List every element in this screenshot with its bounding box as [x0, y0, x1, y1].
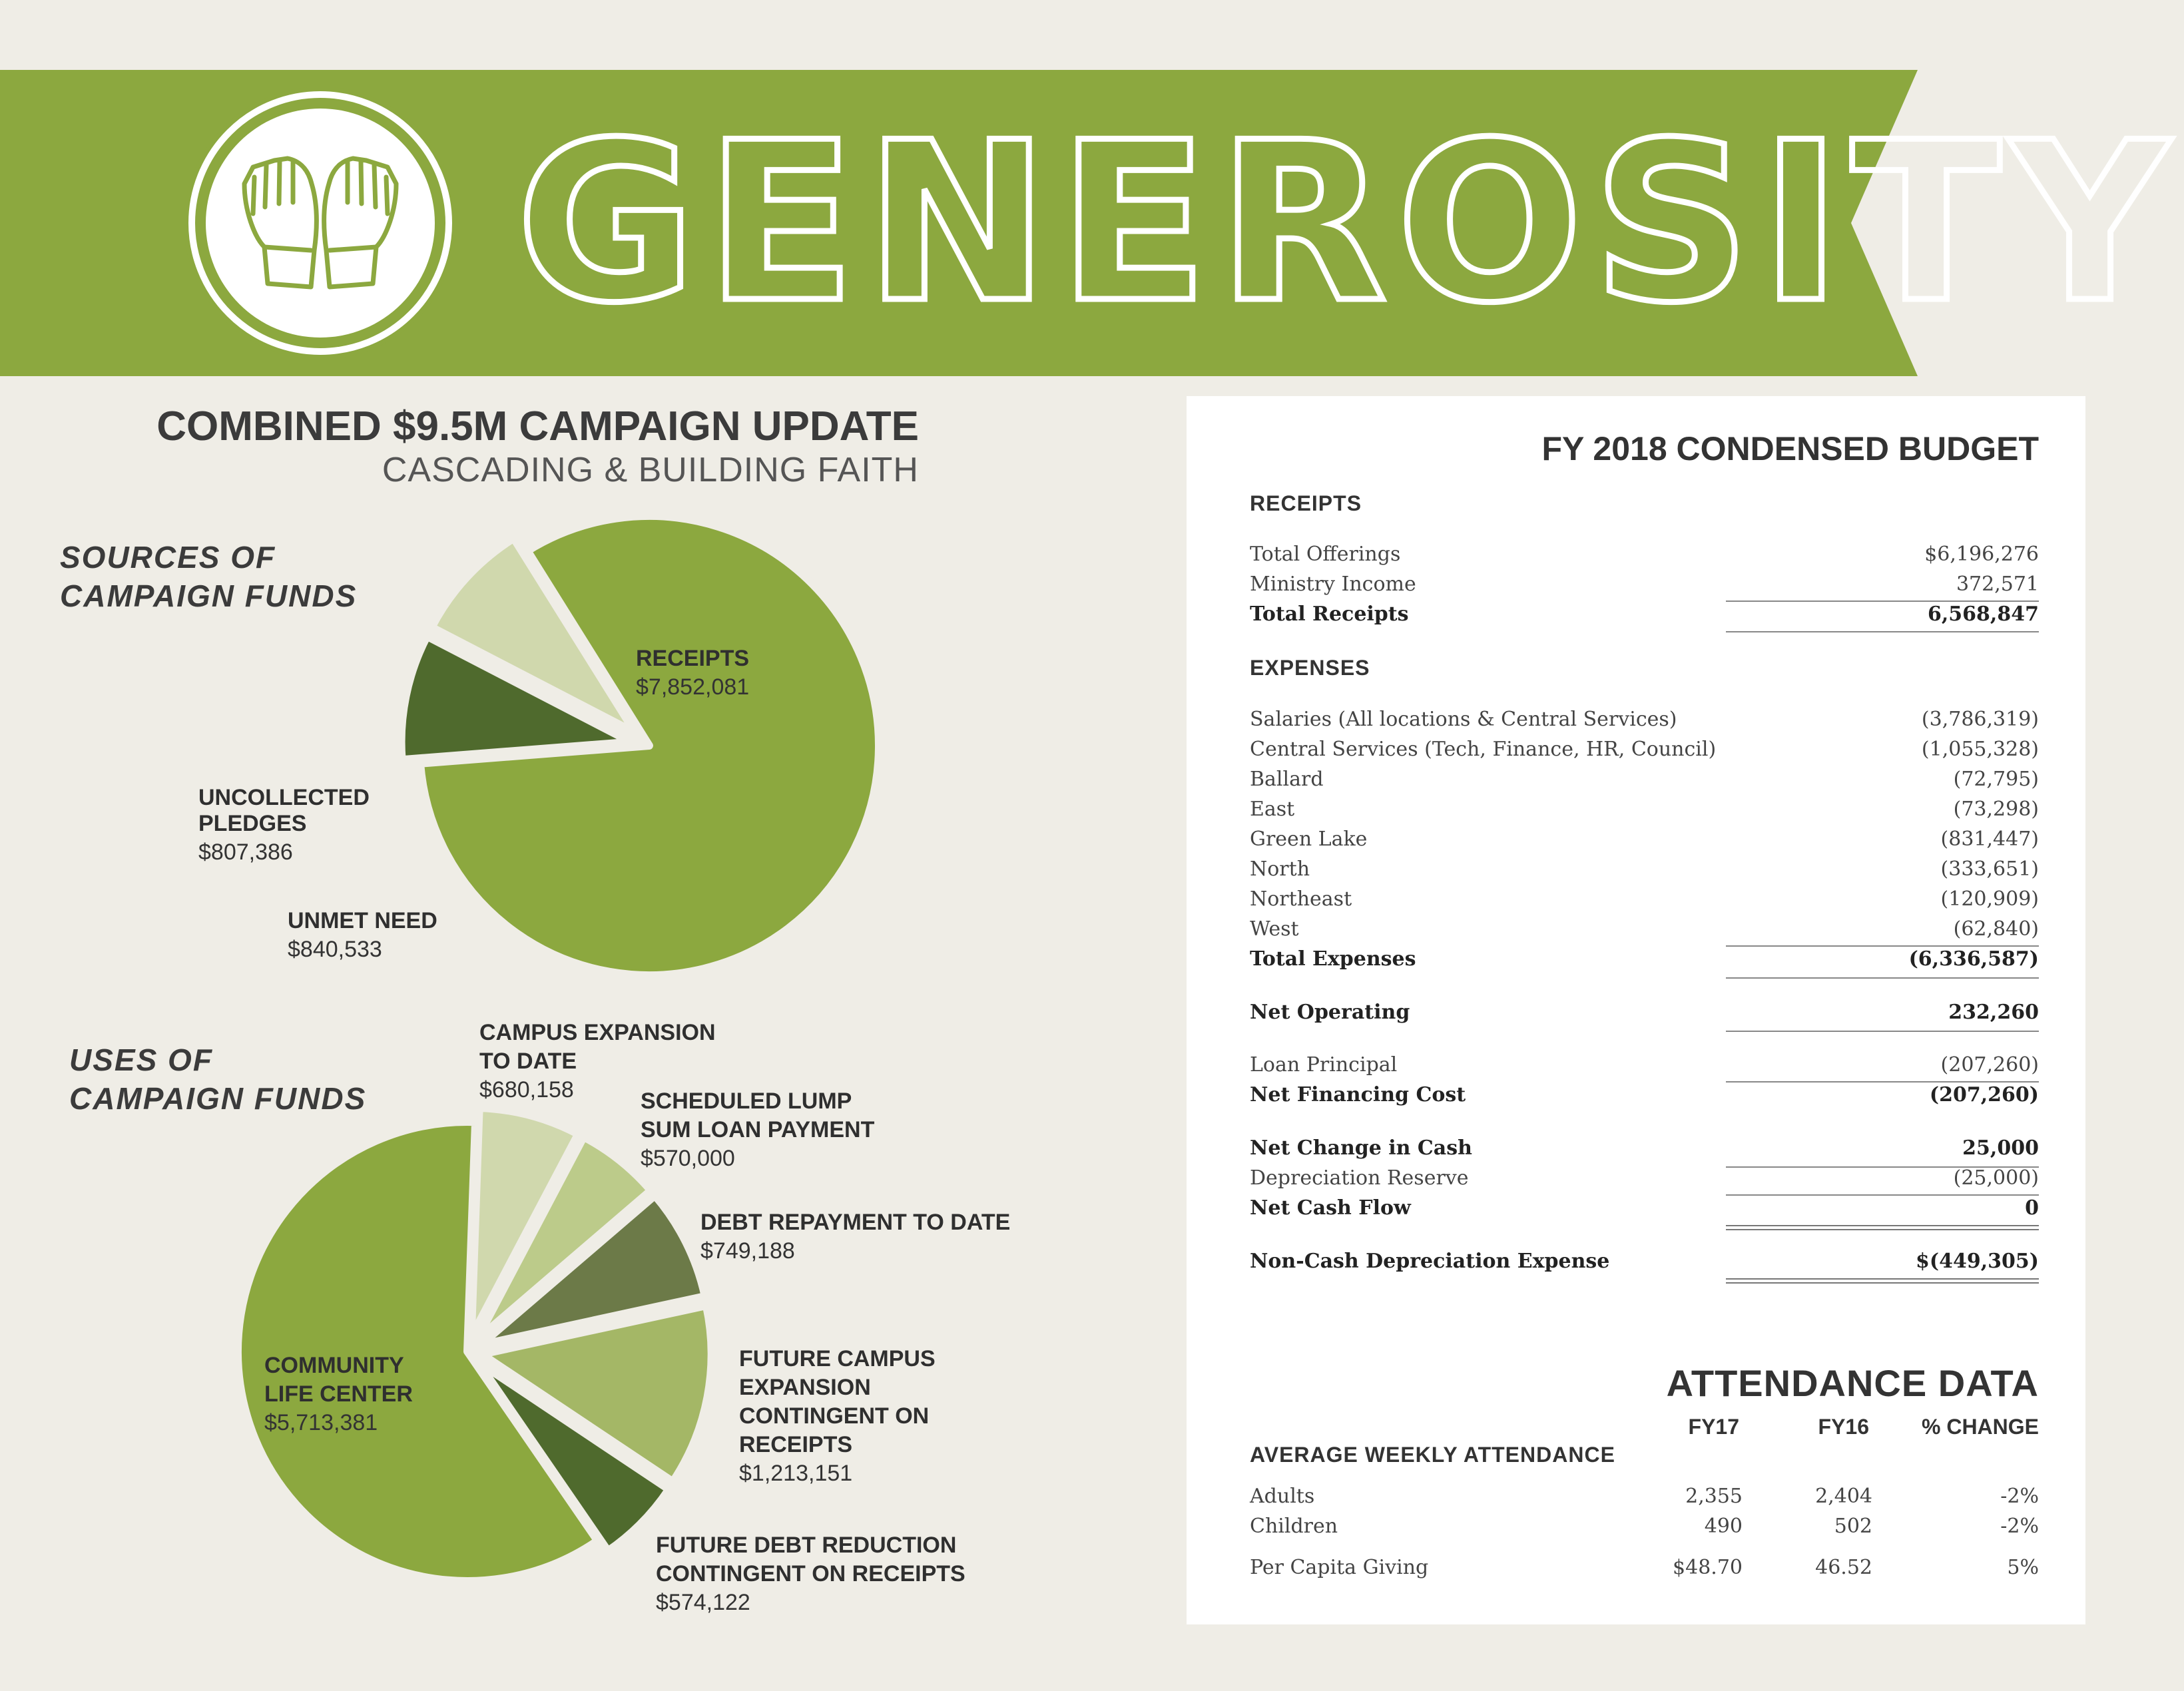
- att-fy16: 2,404: [1815, 1485, 1872, 1508]
- underline: [1726, 1194, 2039, 1196]
- attendance-row: [1250, 1515, 2039, 1545]
- row-value: (72,795): [1953, 768, 2039, 791]
- debt-repay-value: $749,188: [700, 1238, 795, 1264]
- col-change: % CHANGE: [1921, 1415, 2039, 1439]
- expenses-heading: EXPENSES: [1250, 656, 1370, 680]
- att-change: 5%: [2007, 1556, 2039, 1579]
- row-label: Salaries (All locations & Central Services): [1250, 708, 1677, 731]
- row-value: (73,298): [1953, 798, 2039, 821]
- budget-total-row: [1250, 603, 2039, 632]
- row-label: East: [1250, 798, 1295, 821]
- label-lump-sum: [641, 1087, 874, 1173]
- uncollected-value: $807,386: [198, 840, 293, 865]
- att-label: Per Capita Giving: [1250, 1556, 1429, 1579]
- label-unmet: [288, 907, 437, 964]
- future-debt-label-1: FUTURE DEBT REDUCTION: [656, 1533, 957, 1558]
- attendance-heading: AVERAGE WEEKLY ATTENDANCE: [1250, 1443, 1615, 1467]
- clc-value: $5,713,381: [264, 1410, 378, 1435]
- row-label: Depreciation Reserve: [1250, 1166, 1469, 1190]
- row-label: Northeast: [1250, 887, 1352, 911]
- uncollected-label-1: UNCOLLECTED: [198, 785, 370, 810]
- underline: [1726, 977, 2039, 979]
- budget-row: [1250, 798, 2039, 828]
- row-label: Total Expenses: [1250, 947, 1416, 971]
- budget-row: [1250, 1053, 2039, 1083]
- future-debt-value: $574,122: [656, 1590, 750, 1615]
- budget-row: [1250, 828, 2039, 857]
- lump-sum-label-2: SUM LOAN PAYMENT: [641, 1117, 875, 1142]
- receipts-heading: RECEIPTS: [1250, 491, 1362, 515]
- row-value: (6,336,587): [1908, 947, 2039, 971]
- row-value: (1,055,328): [1921, 738, 2039, 761]
- uses-heading-line1: USES OF: [69, 1043, 213, 1077]
- budget-total-row: [1250, 1196, 2039, 1226]
- clc-label-1: COMMUNITY: [264, 1353, 404, 1378]
- banner-title: GENEROSITY: [516, 95, 2179, 351]
- double-underline: [1726, 1225, 2039, 1230]
- budget-row: [1250, 708, 2039, 738]
- budget-row: [1250, 917, 2039, 947]
- sources-heading-line1: SOURCES OF: [60, 540, 276, 575]
- campus-exp-value: $680,158: [479, 1077, 574, 1102]
- row-label: Non-Cash Depreciation Expense: [1250, 1250, 1610, 1273]
- uses-pie: [238, 1108, 712, 1581]
- budget-row: [1250, 768, 2039, 798]
- label-debt-repayment: [700, 1208, 1010, 1266]
- budget-total-row: [1250, 1001, 2039, 1031]
- row-label: Net Cash Flow: [1250, 1196, 1411, 1220]
- underline: [1726, 1081, 2039, 1083]
- underline: [1726, 945, 2039, 947]
- att-change: -2%: [2000, 1485, 2039, 1508]
- row-value: (120,909): [1940, 887, 2039, 911]
- row-label: Ballard: [1250, 768, 1324, 791]
- row-value: (207,260): [1929, 1083, 2039, 1106]
- attendance-title: ATTENDANCE DATA: [1666, 1362, 2039, 1404]
- attendance-row: [1250, 1556, 2039, 1586]
- row-label: Central Services (Tech, Finance, HR, Council): [1250, 738, 1717, 761]
- label-receipts: [636, 644, 749, 702]
- row-value: 6,568,847: [1927, 603, 2039, 626]
- future-campus-label-3: CONTINGENT ON: [739, 1403, 930, 1429]
- row-value: (62,840): [1953, 917, 2039, 941]
- underline: [1726, 601, 2039, 602]
- future-debt-label-2: CONTINGENT ON RECEIPTS: [656, 1561, 965, 1586]
- budget-total-row: [1250, 1083, 2039, 1113]
- lump-sum-value: $570,000: [641, 1146, 735, 1171]
- double-underline: [1726, 1278, 2039, 1284]
- att-fy16: 502: [1834, 1515, 1872, 1538]
- unmet-label: UNMET NEED: [288, 908, 437, 933]
- att-fy17: $48.70: [1673, 1556, 1743, 1579]
- row-value: (333,651): [1940, 857, 2039, 881]
- row-label: Green Lake: [1250, 828, 1368, 851]
- budget-row: [1250, 857, 2039, 887]
- receipts-label: RECEIPTS: [636, 646, 750, 671]
- uses-heading-line2: CAMPAIGN FUNDS: [69, 1081, 367, 1116]
- underline: [1726, 1031, 2039, 1032]
- att-label: Children: [1250, 1515, 1338, 1538]
- row-label: Net Financing Cost: [1250, 1083, 1466, 1106]
- campus-exp-label-2: TO DATE: [479, 1049, 577, 1074]
- row-label: North: [1250, 857, 1310, 881]
- row-value: (3,786,319): [1921, 708, 2039, 731]
- row-value: (25,000): [1953, 1166, 2039, 1190]
- col-fy16: FY16: [1818, 1415, 1869, 1439]
- campaign-subtitle: CASCADING & BUILDING FAITH: [382, 451, 919, 489]
- future-campus-value: $1,213,151: [739, 1461, 853, 1486]
- budget-total-row: [1250, 947, 2039, 977]
- attendance-row: [1250, 1485, 2039, 1515]
- campus-exp-label-1: CAMPUS EXPANSION: [479, 1020, 716, 1045]
- att-fy16: 46.52: [1815, 1556, 1872, 1579]
- budget-row: [1250, 887, 2039, 917]
- row-label: West: [1250, 917, 1299, 941]
- row-label: Net Change in Cash: [1250, 1136, 1472, 1160]
- col-fy17: FY17: [1688, 1415, 1739, 1439]
- unmet-value: $840,533: [288, 937, 382, 962]
- budget-total-row: [1250, 1250, 2039, 1280]
- future-campus-label-2: EXPANSION: [739, 1375, 871, 1400]
- uncollected-label-2: PLEDGES: [198, 811, 307, 836]
- row-value: $6,196,276: [1924, 543, 2039, 566]
- clc-label-2: LIFE CENTER: [264, 1381, 413, 1407]
- lump-sum-label-1: SCHEDULED LUMP: [641, 1088, 852, 1114]
- receipts-value: $7,852,081: [636, 674, 750, 700]
- debt-repay-label: DEBT REPAYMENT TO DATE: [700, 1210, 1011, 1235]
- budget-title: FY 2018 CONDENSED BUDGET: [1541, 430, 2039, 467]
- budget-total-row: [1250, 1136, 2039, 1166]
- att-change: -2%: [2000, 1515, 2039, 1538]
- label-uncollected: [198, 784, 370, 867]
- att-label: Adults: [1250, 1485, 1315, 1508]
- budget-row: [1250, 573, 2039, 603]
- future-campus-label-4: RECEIPTS: [739, 1432, 853, 1457]
- row-value: (831,447): [1940, 828, 2039, 851]
- label-future-debt: [656, 1531, 965, 1617]
- row-label: Loan Principal: [1250, 1053, 1398, 1077]
- row-label: Total Offerings: [1250, 543, 1401, 566]
- att-fy17: 2,355: [1685, 1485, 1743, 1508]
- row-label: Ministry Income: [1250, 573, 1416, 596]
- row-value: 372,571: [1956, 573, 2039, 596]
- underline: [1726, 631, 2039, 632]
- label-future-campus: [739, 1345, 936, 1488]
- budget-row: [1250, 1166, 2039, 1196]
- budget-row: [1250, 543, 2039, 573]
- future-campus-label-1: FUTURE CAMPUS: [739, 1346, 936, 1371]
- att-fy17: 490: [1704, 1515, 1743, 1538]
- sources-pie: [402, 516, 879, 975]
- budget-row: [1250, 738, 2039, 768]
- row-label: Total Receipts: [1250, 603, 1409, 626]
- row-value: (207,260): [1940, 1053, 2039, 1077]
- label-community-life-center: [264, 1351, 413, 1437]
- row-value: $(449,305): [1916, 1250, 2039, 1273]
- sources-heading-line2: CAMPAIGN FUNDS: [60, 579, 358, 613]
- row-value: 0: [2025, 1196, 2039, 1220]
- row-label: Net Operating: [1250, 1001, 1410, 1024]
- row-value: 232,260: [1948, 1001, 2039, 1024]
- budget-panel: [1187, 396, 2085, 1624]
- row-value: 25,000: [1962, 1136, 2039, 1160]
- campaign-title: COMBINED $9.5M CAMPAIGN UPDATE: [156, 403, 919, 449]
